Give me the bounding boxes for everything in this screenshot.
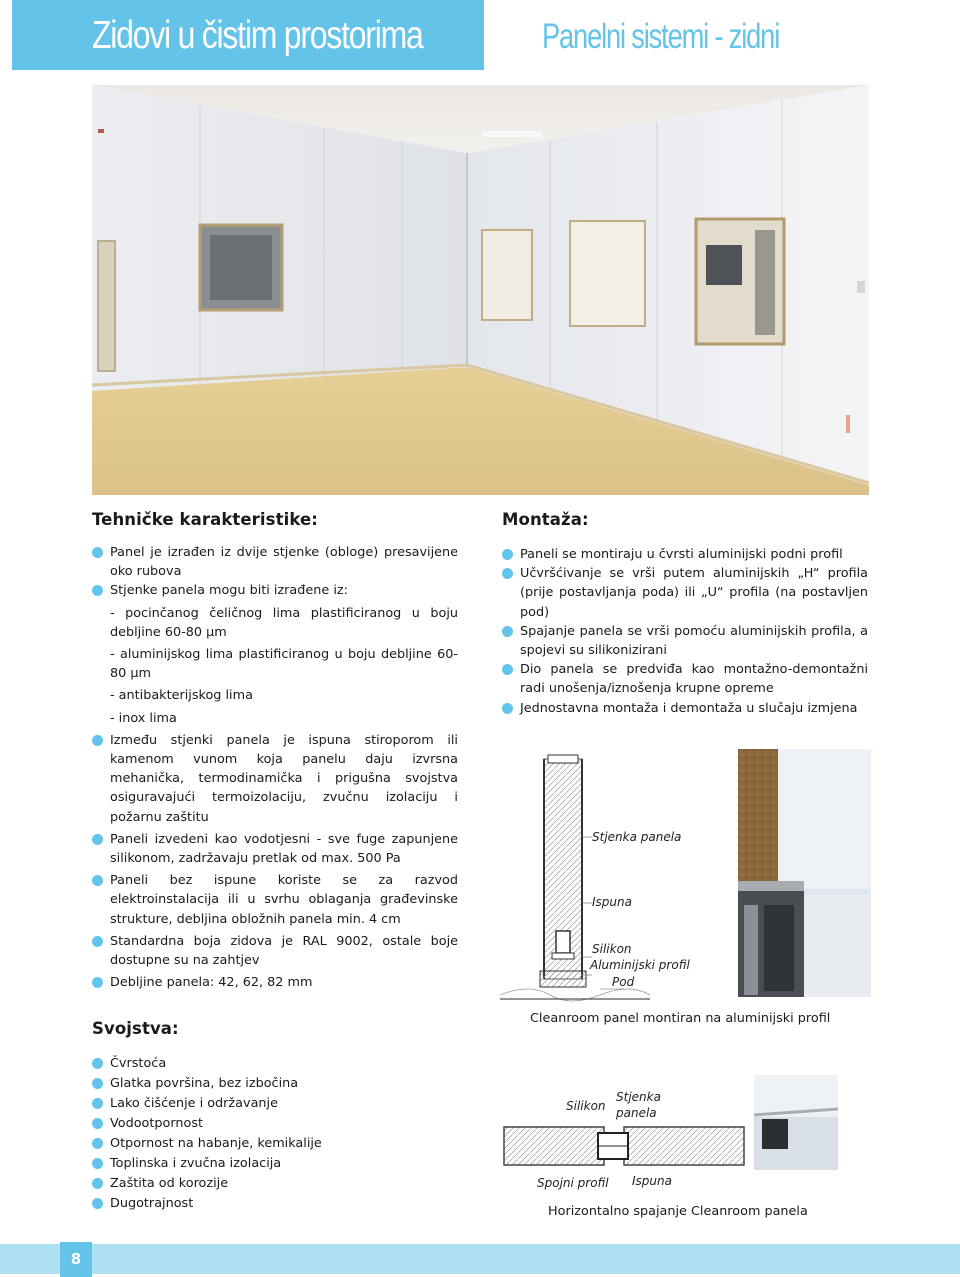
svojstva-item: Otpornost na habanje, kemikalije — [92, 1134, 452, 1154]
header-left-strip — [0, 0, 12, 70]
montaza-list — [502, 545, 868, 718]
tech-item: Između stjenki panela je ispuna stiroporom ili kamenom vunom koja panelu daju izvrsna mehanička, termodinamička i prigušna svojstva osiguravajući termoizolaciju, zvučnu izolaciju i požarnu zaštitu — [92, 731, 458, 827]
svojstva-item: Čvrstoća — [92, 1054, 452, 1074]
svojstva-heading: Svojstva: — [92, 1019, 179, 1038]
tech-item: Stjenke panela mogu biti izrađene iz: — [92, 581, 458, 600]
label-stjenka-panela: Stjenka panela — [592, 830, 682, 844]
joint-section-drawing — [504, 1127, 744, 1165]
label-silikon: Silikon — [592, 942, 632, 956]
page-subtitle: Panelni sistemi - zidni — [542, 17, 780, 56]
montaza-item: Spajanje panela se vrši pomoću aluminijskih profila, a spojevi su silikonizirani — [502, 622, 868, 660]
page-number: 8 — [60, 1242, 92, 1277]
svojstva-item: Lako čišćenje i održavanje — [92, 1094, 452, 1114]
svojstva-item: Toplinska i zvučna izolacija — [92, 1154, 452, 1174]
montaza-item: Učvršćivanje se vrši putem aluminijskih „H“ profila (prije postavljanja poda) ili „U“ profila (na postavljen pod) — [502, 564, 868, 622]
page-title: Zidovi u čistim prostorima — [92, 14, 423, 57]
figure2-caption: Horizontalno spajanje Cleanroom panela — [548, 1204, 808, 1219]
panel-profile-photo — [738, 749, 871, 997]
horizontal-joint-figure — [500, 1075, 838, 1170]
tech-item: Paneli izvedeni kao vodotjesni - sve fuge zapunjene silikonom, zadržavaju pretlak od max. 500 Pa — [92, 830, 458, 868]
joint-label-stjenka-panela: Stjenka panela — [616, 1090, 661, 1120]
figure1-caption: Cleanroom panel montiran na aluminijski profil — [530, 1011, 831, 1026]
svojstva-list — [92, 1054, 452, 1214]
svojstva-item: Vodootpornost — [92, 1114, 452, 1134]
joint-photo — [754, 1075, 838, 1170]
svojstva-item: Dugotrajnost — [92, 1194, 452, 1214]
label-aluminijski-profil: Aluminijski profil — [590, 958, 690, 972]
label-ispuna: Ispuna — [592, 895, 632, 909]
tech-item: Paneli bez ispune koriste se za razvod elektroinstalacija ili u svrhu oblaganja građevinske strukture, debljina obložnih panela min. 4 cm — [92, 871, 458, 929]
tech-subitem: - aluminijskog lima plastificiranog u boju debljine 60-80 µm — [110, 647, 458, 682]
joint-label-spojni-profil: Spojni profil — [537, 1176, 609, 1190]
tech-item: Panel je izrađen iz dvije stjenke (obloge) presavijene oko rubova — [92, 543, 458, 581]
tech-subitem: - antibakterijskog lima — [110, 688, 253, 704]
tech-heading: Tehničke karakteristike: — [92, 510, 318, 529]
montaza-item: Paneli se montiraju u čvrsti aluminijski podni profil — [502, 545, 868, 564]
footer-band — [0, 1244, 960, 1274]
tech-item: Standardna boja zidova je RAL 9002, ostale boje dostupne su na zahtjev — [92, 932, 458, 970]
montaza-heading: Montaža: — [502, 510, 589, 529]
montaza-item: Jednostavna montaža i demontaža u slučaju izmjena — [502, 699, 868, 718]
svojstva-item: Zaštita od korozije — [92, 1174, 452, 1194]
joint-label-silikon: Silikon — [566, 1099, 606, 1113]
tech-list — [92, 543, 458, 992]
montaza-item: Dio panela se predviđa kao montažno-demontažni radi unošenja/iznošenja krupne opreme — [502, 660, 868, 698]
label-pod: Pod — [612, 975, 635, 989]
cleanroom-photo — [92, 85, 869, 495]
tech-item: Debljine panela: 42, 62, 82 mm — [92, 973, 458, 992]
svojstva-item: Glatka površina, bez izbočina — [92, 1074, 452, 1094]
tech-subitem: - pocinčanog čeličnog lima plastificiranog u boju debljine 60-80 µm — [110, 605, 458, 640]
tech-subitem: - inox lima — [110, 710, 177, 726]
joint-label-ispuna: Ispuna — [632, 1174, 672, 1188]
